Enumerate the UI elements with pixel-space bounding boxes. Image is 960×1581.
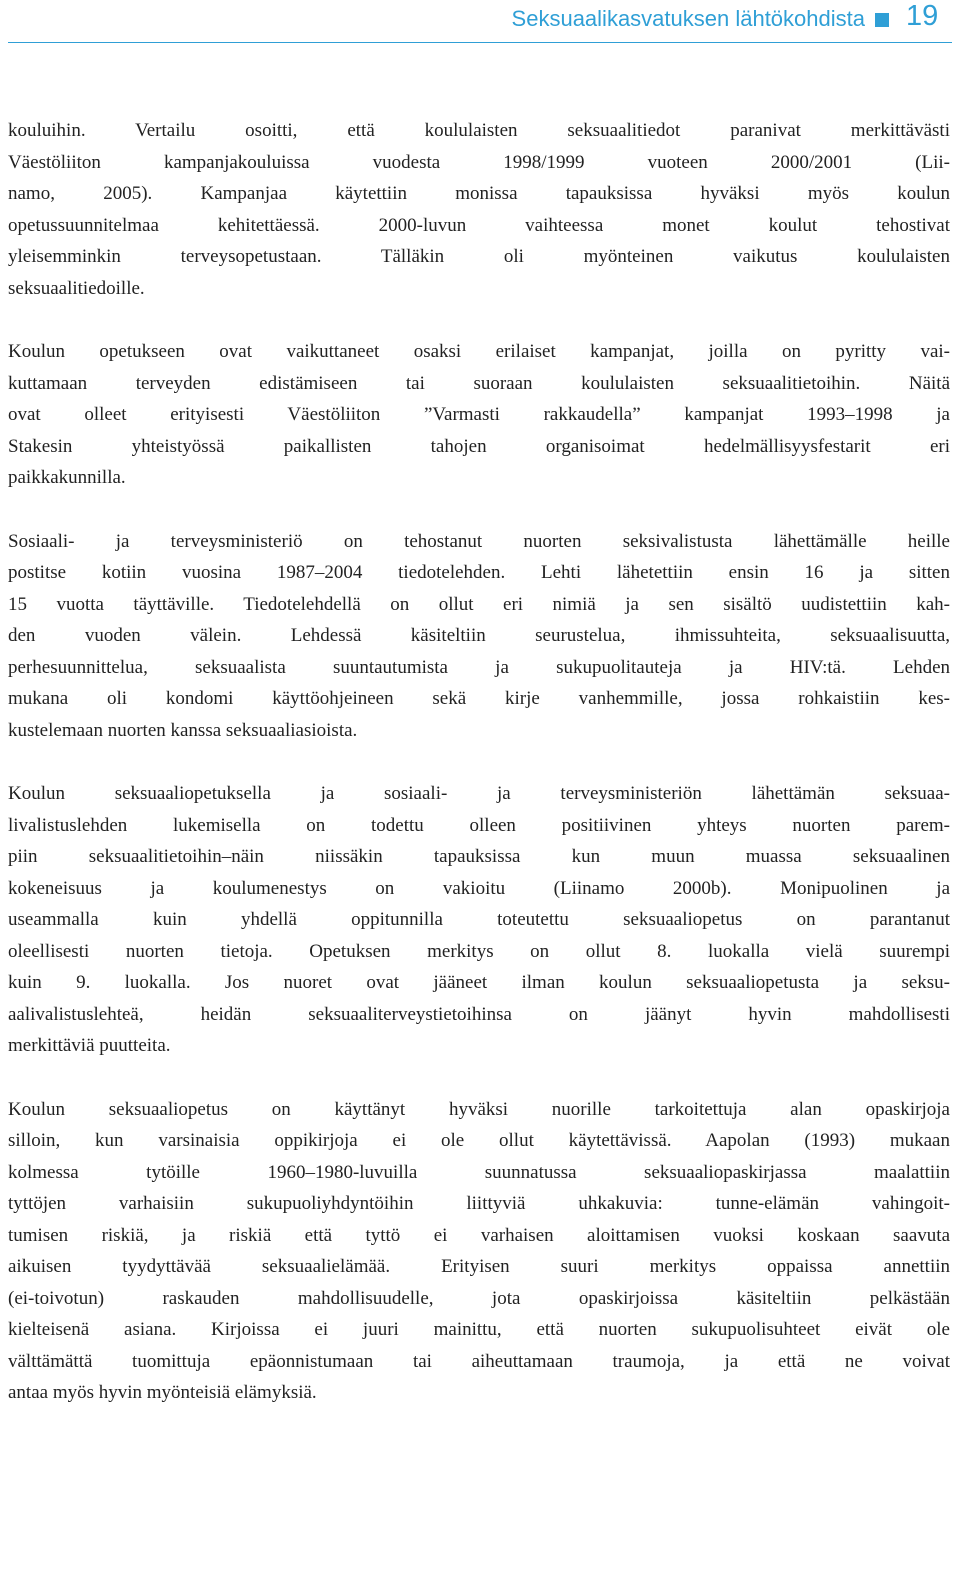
text-line: namo, 2005). Kampanjaa käytettiin monissa tapauksissa hyväksi myös koulun xyxy=(8,183,950,204)
paragraph xyxy=(8,526,950,747)
header-square-icon xyxy=(875,13,889,27)
page-header xyxy=(0,0,960,46)
text-line: aalivalistuslehteä, heidän seksuaaliterveystietoihinsa on jäänyt hyvin mahdollisesti xyxy=(8,1003,950,1025)
text-line: Koulun seksuaaliopetuksella ja sosiaali- ja terveysministeriön lähettämän seksuaa- xyxy=(8,783,950,804)
text-line: perhesuunnittelua, seksuaalista suuntautumista ja sukupuolitauteja ja HIV:tä. Lehden xyxy=(8,656,950,678)
running-title: Seksuaalikasvatuksen lähtökohdista xyxy=(511,6,865,31)
text-line: silloin, kun varsinaisia oppikirjoja ei ole ollut käytettävissä. Aapolan (1993) mukaan xyxy=(8,1130,950,1151)
text-line: useammalla kuin yhdellä oppitunnilla toteutettu seksuaaliopetus on parantanut xyxy=(8,909,950,930)
text-line: antaa myös hyvin myönteisiä elämyksiä. xyxy=(8,1382,317,1403)
text-line: välttämättä tuomittuja epäonnistumaan tai aiheuttamaan traumoja, ja että ne voivat xyxy=(8,1350,950,1372)
page-number: 19 xyxy=(906,0,939,32)
text-line: kustelemaan nuorten kanssa seksuaaliasioista. xyxy=(8,719,358,741)
text-line: 15 vuotta täyttäville. Tiedotelehdellä on ollut eri nimiä ja sen sisältö uudistettiin kah- xyxy=(8,593,950,615)
text-line: Koulun seksuaaliopetus on käyttänyt hyväksi nuorille tarkoitettuja alan opaskirjoja xyxy=(8,1098,950,1120)
text-line: paikkakunnilla. xyxy=(8,467,126,488)
text-line: oleellisesti nuorten tietoja. Opetuksen merkitys on ollut 8. luokalla vielä suurempi xyxy=(8,940,950,962)
body-text xyxy=(8,115,950,1441)
text-line: Väestöliiton kampanjakouluissa vuodesta 1998/1999 vuoteen 2000/2001 (Lii- xyxy=(8,151,950,173)
text-line: postitse kotiin vuosina 1987–2004 tiedotelehden. Lehti lähetettiin ensin 16 ja sitten xyxy=(8,562,950,583)
text-line: opetussuunnitelmaa kehitettäessä. 2000-luvun vaihteessa monet koulut tehostivat xyxy=(8,214,950,236)
text-line: seksuaalitiedoille. xyxy=(8,277,145,299)
text-line: merkittäviä puutteita. xyxy=(8,1035,171,1056)
text-line: Koulun opetukseen ovat vaikuttaneet osaksi erilaiset kampanjat, joilla on pyritty vai- xyxy=(8,341,950,362)
text-line: kuttamaan terveyden edistämiseen tai suoraan koululaisten seksuaalitietoihin. Näitä xyxy=(8,372,950,394)
text-line: aikuisen tyydyttävää seksuaalielämää. Erityisen suuri merkitys oppaissa annettiin xyxy=(8,1256,950,1277)
text-line: (ei-toivotun) raskauden mahdollisuudelle, jota opaskirjoissa käsiteltiin pelkästään xyxy=(8,1287,950,1309)
paragraph xyxy=(8,336,950,494)
text-line: kokeneisuus ja koulumenestys on vakioitu (Liinamo 2000b). Monipuolinen ja xyxy=(8,877,950,899)
text-line: kuin 9. luokalla. Jos nuoret ovat jääneet ilman koulun seksuaaliopetusta ja seksu- xyxy=(8,972,950,993)
text-line: kolmessa tytöille 1960–1980-luvuilla suunnatussa seksuaaliopaskirjassa maalattiin xyxy=(8,1161,950,1183)
text-line: kouluihin. Vertailu osoitti, että koululaisten seksuaalitiedot paranivat merkittävästi xyxy=(8,120,950,141)
text-line: Stakesin yhteistyössä paikallisten tahojen organisoimat hedelmällisyysfestarit eri xyxy=(8,435,950,457)
text-line: ovat olleet erityisesti Väestöliiton ”Varmasti rakkaudella” kampanjat 1993–1998 ja xyxy=(8,404,950,425)
text-line: livalistuslehden lukemisella on todettu olleen positiivinen yhteys nuorten parem- xyxy=(8,814,950,836)
paragraph xyxy=(8,1094,950,1409)
text-line: tumisen riskiä, ja riskiä että tyttö ei varhaisen aloittamisen vuoksi koskaan saavuta xyxy=(8,1224,950,1246)
text-line: Sosiaali- ja terveysministeriö on tehostanut nuorten seksivalistusta lähettämälle heille xyxy=(8,530,950,552)
paragraph xyxy=(8,115,950,304)
text-line: den vuoden välein. Lehdessä käsiteltiin seurustelua, ihmissuhteita, seksuaalisuutta, xyxy=(8,625,950,646)
text-line: kielteisenä asiana. Kirjoissa ei juuri mainittu, että nuorten sukupuolisuhteet eivät ole xyxy=(8,1319,950,1340)
header-divider xyxy=(8,42,952,43)
paragraph xyxy=(8,778,950,1062)
text-line: piin seksuaalitietoihin–näin niissäkin tapauksissa kun muun muassa seksuaalinen xyxy=(8,846,950,867)
text-line: yleisemminkin terveysopetustaan. Tälläkin oli myönteinen vaikutus koululaisten xyxy=(8,246,950,267)
text-line: mukana oli kondomi käyttöohjeineen sekä kirje vanhemmille, jossa rohkaistiin kes- xyxy=(8,688,950,709)
text-line: tyttöjen varhaisiin sukupuoliyhdyntöihin liittyviä uhkakuvia: tunne-elämän vahingoit- xyxy=(8,1193,950,1214)
